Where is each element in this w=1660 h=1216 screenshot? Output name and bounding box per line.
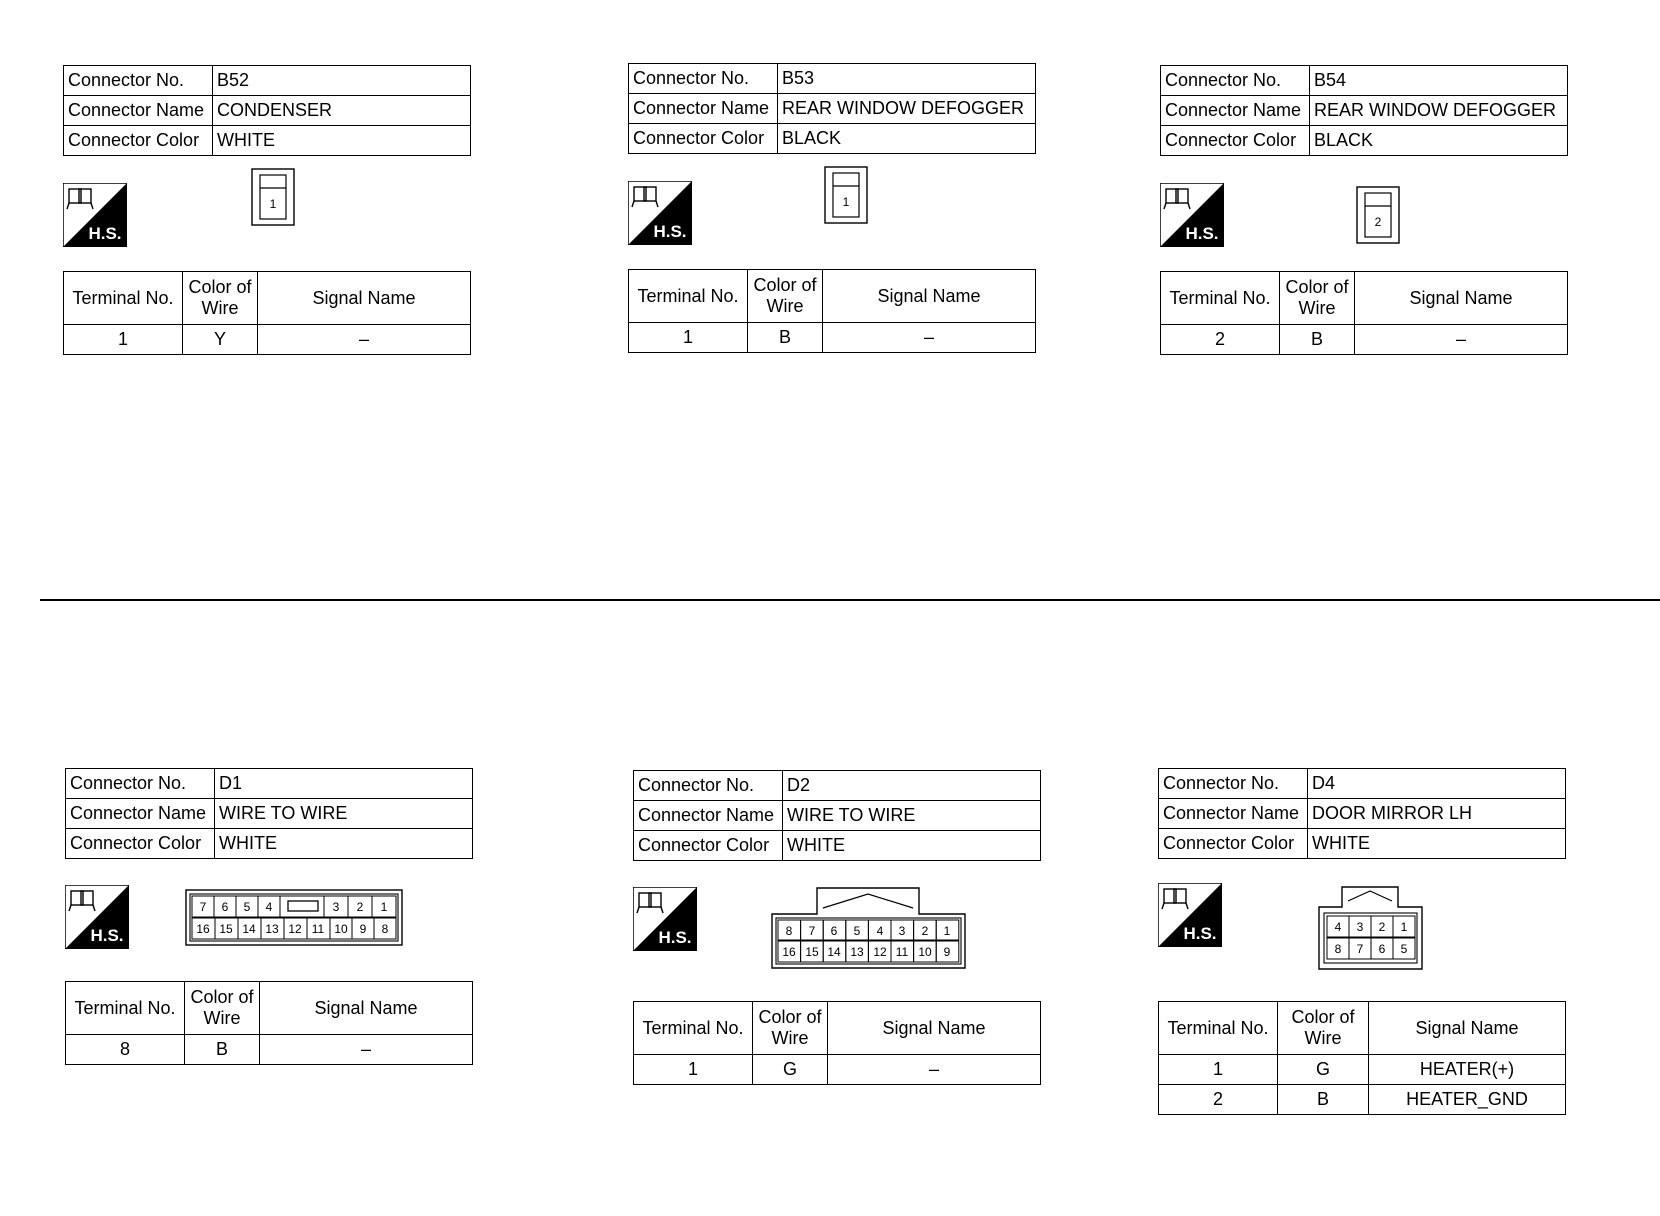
pin-number: 8 <box>785 924 793 938</box>
header-color-of-wire <box>185 982 260 1035</box>
wire-color-cell: B <box>185 1035 260 1065</box>
pin-number: 4 <box>876 924 884 938</box>
connector-face-b53 <box>824 166 868 224</box>
header-terminal-no: Terminal No. <box>66 982 185 1035</box>
pin-number: 4 <box>265 900 273 914</box>
wire-color-cell: B <box>1280 325 1355 355</box>
connector-face-d2 <box>771 886 967 970</box>
harness-side-icon <box>1158 883 1222 947</box>
connector-block-d1 <box>65 768 475 1071</box>
header-signal-name: Signal Name <box>260 982 473 1035</box>
connector-name-value: REAR WINDOW DEFOGGER <box>1310 96 1568 126</box>
terminal-table <box>1160 271 1568 355</box>
table-row <box>64 325 471 355</box>
connector-face-b54 <box>1356 186 1400 244</box>
pin-number: 6 <box>830 924 838 938</box>
pin-number: 14 <box>827 945 841 959</box>
terminal-cell: 1 <box>1159 1055 1278 1085</box>
connector-block-d4 <box>1158 768 1568 1121</box>
header-terminal-no: Terminal No. <box>64 272 183 325</box>
connector-diagram-area <box>1160 156 1570 271</box>
pin-number: 3 <box>1356 920 1364 934</box>
pin-number: 1 <box>943 924 951 938</box>
header-signal-name: Signal Name <box>823 270 1036 323</box>
label-connector-name: Connector Name <box>1159 799 1308 829</box>
terminal-table <box>1158 1001 1566 1115</box>
hs-label: H.S. <box>658 928 692 947</box>
pin-number: 7 <box>199 900 207 914</box>
pin-number: 3 <box>898 924 906 938</box>
connector-no-value: D2 <box>783 771 1041 801</box>
terminal-cell: 2 <box>1161 325 1280 355</box>
pin-number: 12 <box>288 922 302 936</box>
signal-cell: HEATER(+) <box>1369 1055 1566 1085</box>
hs-label: H.S. <box>1185 224 1219 243</box>
harness-side-icon <box>633 887 697 951</box>
header-color-of: Color of <box>188 277 252 297</box>
connector-name-value: DOOR MIRROR LH <box>1308 799 1566 829</box>
header-terminal-no: Terminal No. <box>1159 1002 1278 1055</box>
pin-number: 2 <box>1378 920 1386 934</box>
label-connector-color: Connector Color <box>629 124 778 154</box>
pin-number: 9 <box>359 922 367 936</box>
pin-number: 1 <box>380 900 388 914</box>
label-connector-color: Connector Color <box>64 126 213 156</box>
pin-number: 6 <box>221 900 229 914</box>
connector-block-b54 <box>1160 65 1570 361</box>
connector-diagram-area <box>628 154 1038 269</box>
pin-number: 16 <box>196 922 210 936</box>
connector-info-table <box>65 768 473 859</box>
pin-number: 6 <box>1378 942 1386 956</box>
pin-number: 8 <box>1334 942 1342 956</box>
connector-diagram-area <box>633 861 1043 1001</box>
signal-cell: – <box>1355 325 1568 355</box>
label-connector-no: Connector No. <box>629 64 778 94</box>
signal-cell: – <box>260 1035 473 1065</box>
harness-side-icon <box>63 183 127 247</box>
label-connector-name: Connector Name <box>66 799 215 829</box>
hs-label: H.S. <box>90 926 124 945</box>
harness-side-icon <box>628 181 692 245</box>
pin-number: 1 <box>269 197 277 211</box>
label-connector-color: Connector Color <box>634 831 783 861</box>
connector-color-value: WHITE <box>215 829 473 859</box>
header-wire: Wire <box>203 1008 241 1028</box>
pin-number: 5 <box>243 900 251 914</box>
terminal-table <box>65 981 473 1065</box>
pin-number: 10 <box>334 922 348 936</box>
connector-color-value: BLACK <box>778 124 1036 154</box>
connector-info-table <box>1160 65 1568 156</box>
pin-number: 2 <box>356 900 364 914</box>
label-connector-color: Connector Color <box>66 829 215 859</box>
connector-face-d1 <box>185 889 405 947</box>
terminal-cell: 1 <box>634 1055 753 1085</box>
connector-color-value: WHITE <box>213 126 471 156</box>
terminal-cell: 1 <box>64 325 183 355</box>
wire-color-cell: G <box>1278 1055 1369 1085</box>
header-color-of-wire <box>1278 1002 1369 1055</box>
connector-info-table <box>628 63 1036 154</box>
pin-number: 2 <box>1374 215 1382 229</box>
label-connector-no: Connector No. <box>1159 769 1308 799</box>
header-signal-name: Signal Name <box>258 272 471 325</box>
header-terminal-no: Terminal No. <box>1161 272 1280 325</box>
header-color-of-wire <box>753 1002 828 1055</box>
pin-number: 5 <box>1400 942 1408 956</box>
pin-number: 11 <box>311 922 325 936</box>
pin-number: 5 <box>853 924 861 938</box>
connector-face-d4 <box>1318 885 1424 971</box>
signal-cell: – <box>258 325 471 355</box>
hs-label: H.S. <box>1183 924 1217 943</box>
connector-info-table <box>63 65 471 156</box>
pin-number: 15 <box>805 945 819 959</box>
pin-number: 16 <box>782 945 796 959</box>
header-wire: Wire <box>1298 298 1336 318</box>
pin-number: 4 <box>1334 920 1342 934</box>
connector-face-b52 <box>251 168 295 226</box>
pin-number: 13 <box>265 922 279 936</box>
label-connector-no: Connector No. <box>66 769 215 799</box>
connector-block-d2 <box>633 770 1043 1091</box>
header-signal-name: Signal Name <box>828 1002 1041 1055</box>
label-connector-no: Connector No. <box>64 66 213 96</box>
pin-number: 3 <box>332 900 340 914</box>
terminal-cell: 1 <box>629 323 748 353</box>
connector-name-value: WIRE TO WIRE <box>783 801 1041 831</box>
label-connector-name: Connector Name <box>1161 96 1310 126</box>
connector-block-b53 <box>628 63 1038 359</box>
label-connector-name: Connector Name <box>634 801 783 831</box>
connector-diagram-area <box>1158 859 1568 1001</box>
wire-color-cell: B <box>748 323 823 353</box>
pin-number: 11 <box>895 945 909 959</box>
signal-cell: – <box>823 323 1036 353</box>
header-color-of: Color of <box>758 1007 822 1027</box>
header-wire: Wire <box>766 296 804 316</box>
header-wire: Wire <box>1304 1028 1342 1048</box>
terminal-table <box>63 271 471 355</box>
table-row <box>1159 1085 1566 1115</box>
header-signal-name: Signal Name <box>1355 272 1568 325</box>
connector-no-value: B52 <box>213 66 471 96</box>
header-color-of: Color of <box>1291 1007 1355 1027</box>
harness-side-icon <box>1160 183 1224 247</box>
connector-color-value: BLACK <box>1310 126 1568 156</box>
connector-name-value: REAR WINDOW DEFOGGER <box>778 94 1036 124</box>
connector-no-value: D4 <box>1308 769 1566 799</box>
hs-label: H.S. <box>653 222 687 241</box>
connector-diagram-area <box>65 859 475 981</box>
table-row <box>1161 325 1568 355</box>
terminal-table <box>628 269 1036 353</box>
table-row <box>634 1055 1041 1085</box>
header-signal-name: Signal Name <box>1369 1002 1566 1055</box>
header-color-of-wire <box>1280 272 1355 325</box>
connector-color-value: WHITE <box>783 831 1041 861</box>
harness-side-icon <box>65 885 129 949</box>
signal-cell: HEATER_GND <box>1369 1085 1566 1115</box>
hs-label: H.S. <box>88 224 122 243</box>
header-terminal-no: Terminal No. <box>634 1002 753 1055</box>
signal-cell: – <box>828 1055 1041 1085</box>
header-color-of-wire <box>748 270 823 323</box>
connector-info-table <box>1158 768 1566 859</box>
header-color-of: Color of <box>1285 277 1349 297</box>
pin-number: 13 <box>850 945 864 959</box>
pin-number: 7 <box>1356 942 1364 956</box>
header-color-of: Color of <box>190 987 254 1007</box>
header-terminal-no: Terminal No. <box>629 270 748 323</box>
label-connector-no: Connector No. <box>1161 66 1310 96</box>
table-row <box>66 1035 473 1065</box>
pin-number: 2 <box>921 924 929 938</box>
pin-number: 8 <box>381 922 389 936</box>
section-divider <box>40 599 1660 601</box>
table-row <box>1159 1055 1566 1085</box>
connector-no-value: B53 <box>778 64 1036 94</box>
label-connector-color: Connector Color <box>1161 126 1310 156</box>
connector-no-value: B54 <box>1310 66 1568 96</box>
pin-number: 9 <box>943 945 951 959</box>
header-color-of-wire <box>183 272 258 325</box>
pin-number: 15 <box>219 922 233 936</box>
pin-number: 1 <box>842 195 850 209</box>
label-connector-name: Connector Name <box>629 94 778 124</box>
wire-color-cell: B <box>1278 1085 1369 1115</box>
connector-name-value: WIRE TO WIRE <box>215 799 473 829</box>
header-wire: Wire <box>771 1028 809 1048</box>
pin-number: 12 <box>873 945 887 959</box>
header-color-of: Color of <box>753 275 817 295</box>
terminal-cell: 2 <box>1159 1085 1278 1115</box>
pin-number: 1 <box>1400 920 1408 934</box>
connector-diagram-area <box>63 156 473 271</box>
label-connector-no: Connector No. <box>634 771 783 801</box>
connector-info-table <box>633 770 1041 861</box>
connector-color-value: WHITE <box>1308 829 1566 859</box>
terminal-table <box>633 1001 1041 1085</box>
pin-number: 7 <box>808 924 816 938</box>
terminal-cell: 8 <box>66 1035 185 1065</box>
pin-number: 10 <box>918 945 932 959</box>
connector-block-b52 <box>63 65 473 361</box>
wire-color-cell: Y <box>183 325 258 355</box>
table-row <box>629 323 1036 353</box>
label-connector-color: Connector Color <box>1159 829 1308 859</box>
header-wire: Wire <box>201 298 239 318</box>
pin-number: 14 <box>242 922 256 936</box>
connector-no-value: D1 <box>215 769 473 799</box>
wire-color-cell: G <box>753 1055 828 1085</box>
label-connector-name: Connector Name <box>64 96 213 126</box>
connector-name-value: CONDENSER <box>213 96 471 126</box>
